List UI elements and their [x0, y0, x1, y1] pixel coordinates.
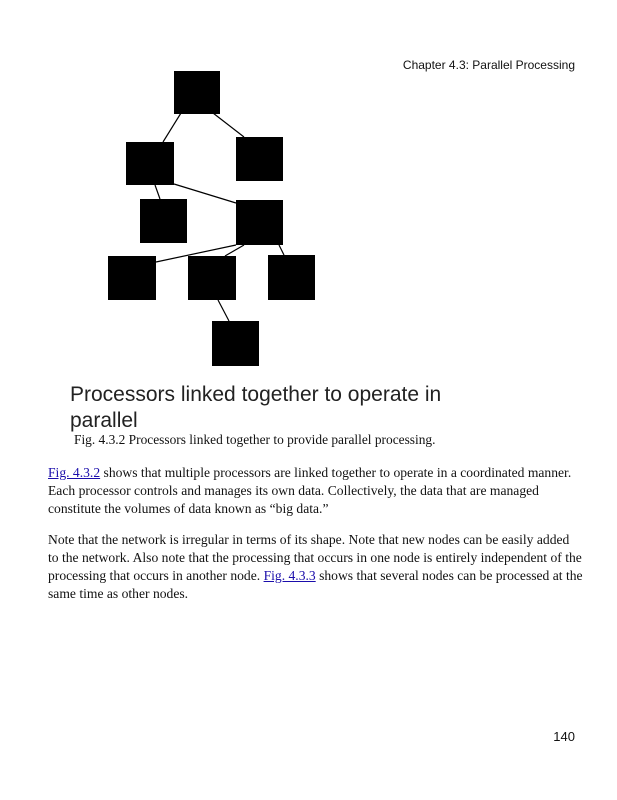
edge-left-a: [155, 185, 160, 199]
paragraph-1: [48, 464, 583, 518]
page-number: 140: [553, 729, 575, 744]
processor-network-diagram: [0, 0, 617, 380]
figure-link-4-3-3[interactable]: Fig. 4.3.3: [263, 568, 316, 583]
processor-node-left: [126, 142, 174, 185]
processor-node-right: [236, 137, 283, 181]
processor-node-top: [174, 71, 220, 114]
processor-node-left-lower: [140, 199, 187, 243]
figure-link-4-3-2[interactable]: Fig. 4.3.2: [48, 465, 101, 480]
edge-center-right: [279, 245, 284, 255]
paragraph-1-text: shows that multiple processors are linked together to operate in a coordinated manner. Each processor controls and manages its own data. Collectively, the data that are managed constitute the volumes of data known as “big data.”: [48, 465, 572, 516]
paragraph-2: [48, 531, 583, 603]
edge-middle-bottom: [218, 300, 229, 321]
paragraph-2-text-before: Note that the network is irregular in terms of its shape. Note that new nodes can be easily added to the network. Also note that the processing that occurs in one node is entirely independent of the processing that occurs in another node.: [48, 532, 582, 583]
processor-node-bottom-left: [108, 256, 156, 300]
processor-node-bottom-middle: [188, 256, 236, 300]
edge-top-left: [163, 113, 181, 142]
edge-top-right: [213, 113, 244, 137]
processor-node-lowest: [212, 321, 259, 366]
paragraph-2-text-after: shows that several nodes can be processed at the same time as other nodes.: [48, 568, 583, 601]
processor-node-center: [236, 200, 283, 245]
figure-caption: Fig. 4.3.2 Processors linked together to provide parallel processing.: [74, 432, 436, 447]
chapter-header: Chapter 4.3: Parallel Processing: [402, 58, 575, 72]
figure-heading: Processors linked together to operate in parallel: [70, 383, 442, 432]
processor-node-bottom-right: [268, 255, 315, 300]
